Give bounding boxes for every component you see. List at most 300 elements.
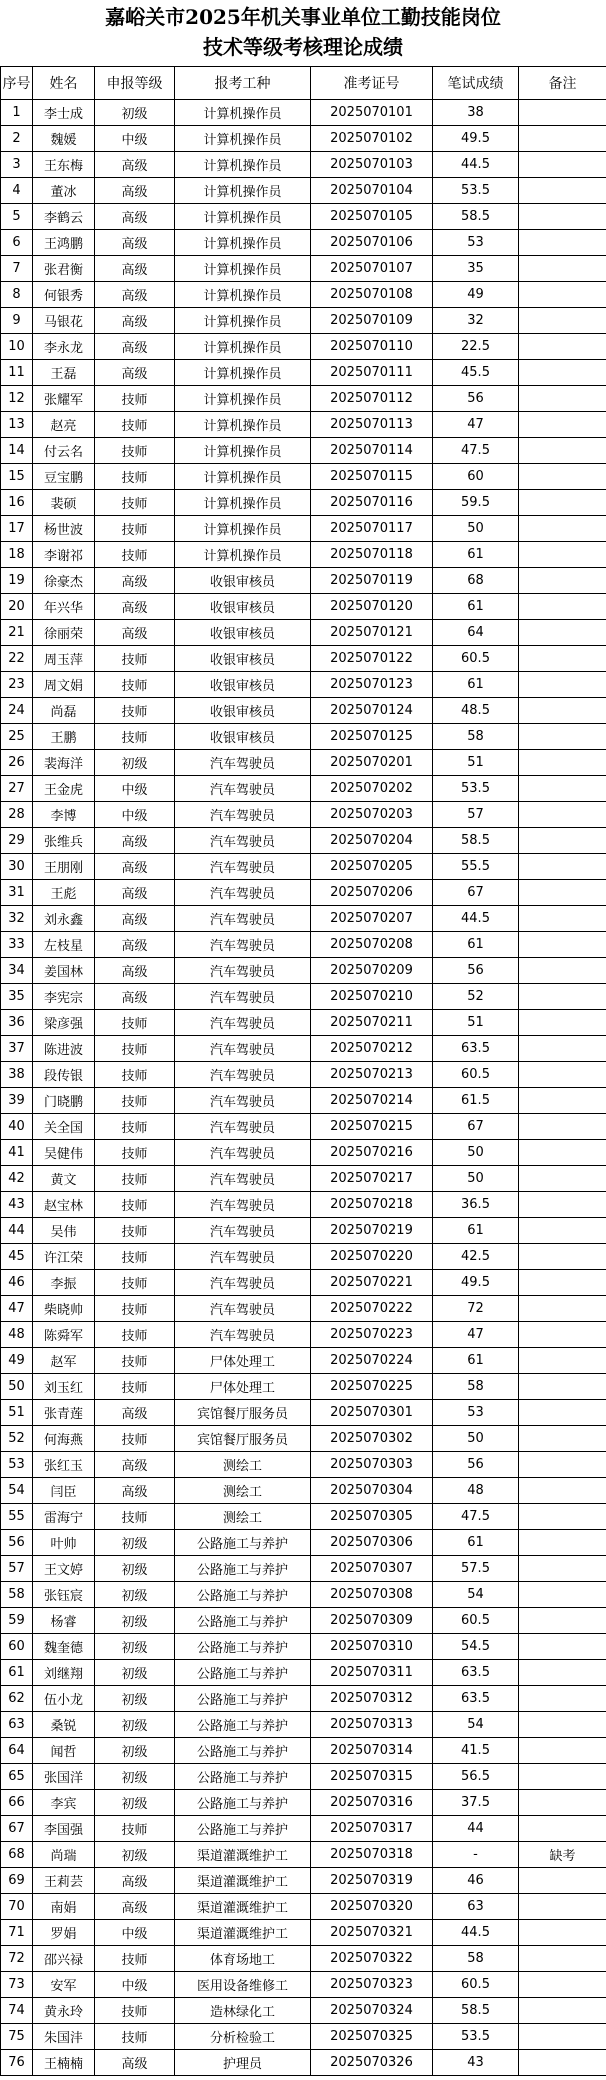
cell-level: 技师 — [95, 1946, 175, 1972]
cell-written-score: 58.5 — [433, 828, 519, 854]
title-line-1: 嘉峪关市2025年机关事业单位工勤技能岗位 — [105, 5, 501, 29]
cell-job-type: 计算机操作员 — [175, 490, 311, 516]
cell-remark — [519, 1374, 606, 1400]
cell-level: 技师 — [95, 1504, 175, 1530]
table-row — [1, 412, 606, 438]
cell-level: 初级 — [95, 1712, 175, 1738]
cell-written-score: 36.5 — [433, 1192, 519, 1218]
cell-seq: 68 — [1, 1842, 33, 1868]
cell-written-score: 55.5 — [433, 854, 519, 880]
cell-level: 技师 — [95, 1270, 175, 1296]
cell-written-score: 67 — [433, 880, 519, 906]
table-row — [1, 698, 606, 724]
cell-written-score: 46 — [433, 1868, 519, 1894]
cell-written-score: 61 — [433, 542, 519, 568]
cell-exam-id: 2025070206 — [311, 880, 433, 906]
cell-level: 技师 — [95, 1166, 175, 1192]
cell-seq: 73 — [1, 1972, 33, 1998]
table-row — [1, 984, 606, 1010]
cell-level: 初级 — [95, 1556, 175, 1582]
cell-remark — [519, 308, 606, 334]
cell-written-score: 48 — [433, 1478, 519, 1504]
cell-name: 豆宝鹏 — [33, 464, 95, 490]
cell-written-score: 59.5 — [433, 490, 519, 516]
cell-job-type: 汽车驾驶员 — [175, 854, 311, 880]
cell-level: 高级 — [95, 828, 175, 854]
cell-level: 高级 — [95, 568, 175, 594]
table-row — [1, 1868, 606, 1894]
table-row — [1, 308, 606, 334]
cell-level: 初级 — [95, 1790, 175, 1816]
cell-exam-id: 2025070309 — [311, 1608, 433, 1634]
cell-written-score: 53.5 — [433, 776, 519, 802]
table-row — [1, 854, 606, 880]
cell-level: 技师 — [95, 724, 175, 750]
cell-written-score: 38 — [433, 100, 519, 126]
table-row — [1, 438, 606, 464]
table-row — [1, 802, 606, 828]
cell-level: 高级 — [95, 620, 175, 646]
cell-seq: 22 — [1, 646, 33, 672]
cell-seq: 38 — [1, 1062, 33, 1088]
cell-job-type: 汽车驾驶员 — [175, 776, 311, 802]
cell-written-score: 57.5 — [433, 1556, 519, 1582]
cell-level: 初级 — [95, 1764, 175, 1790]
column-header-seq: 序号 — [1, 67, 33, 100]
table-row — [1, 932, 606, 958]
column-header-remark: 备注 — [519, 67, 606, 100]
cell-level: 高级 — [95, 256, 175, 282]
cell-seq: 52 — [1, 1426, 33, 1452]
cell-name: 张君衡 — [33, 256, 95, 282]
cell-seq: 33 — [1, 932, 33, 958]
cell-written-score: 47.5 — [433, 438, 519, 464]
cell-written-score: 61 — [433, 1348, 519, 1374]
cell-remark — [519, 1712, 606, 1738]
cell-exam-id: 2025070201 — [311, 750, 433, 776]
cell-remark — [519, 464, 606, 490]
cell-level: 初级 — [95, 1582, 175, 1608]
cell-written-score: 53.5 — [433, 178, 519, 204]
column-header-job-type: 报考工种 — [175, 67, 311, 100]
cell-level: 技师 — [95, 490, 175, 516]
cell-level: 中级 — [95, 776, 175, 802]
cell-level: 技师 — [95, 1088, 175, 1114]
cell-remark — [519, 984, 606, 1010]
cell-remark — [519, 1036, 606, 1062]
cell-level: 技师 — [95, 1244, 175, 1270]
cell-name: 梁彦强 — [33, 1010, 95, 1036]
cell-exam-id: 2025070107 — [311, 256, 433, 282]
cell-job-type: 收银审核员 — [175, 698, 311, 724]
cell-job-type: 收银审核员 — [175, 646, 311, 672]
cell-exam-id: 2025070119 — [311, 568, 433, 594]
table-row — [1, 230, 606, 256]
cell-exam-id: 2025070213 — [311, 1062, 433, 1088]
table-row — [1, 620, 606, 646]
cell-seq: 59 — [1, 1608, 33, 1634]
cell-name: 李国强 — [33, 1816, 95, 1842]
cell-seq: 42 — [1, 1166, 33, 1192]
cell-written-score: 72 — [433, 1296, 519, 1322]
table-row — [1, 1738, 606, 1764]
cell-exam-id: 2025070303 — [311, 1452, 433, 1478]
cell-seq: 11 — [1, 360, 33, 386]
cell-name: 王朋刚 — [33, 854, 95, 880]
cell-name: 刘永鑫 — [33, 906, 95, 932]
cell-name: 赵亮 — [33, 412, 95, 438]
cell-seq: 65 — [1, 1764, 33, 1790]
cell-job-type: 测绘工 — [175, 1478, 311, 1504]
cell-name: 张青莲 — [33, 1400, 95, 1426]
cell-level: 初级 — [95, 1634, 175, 1660]
cell-written-score: 53.5 — [433, 2024, 519, 2050]
table-row — [1, 1556, 606, 1582]
cell-seq: 4 — [1, 178, 33, 204]
cell-level: 高级 — [95, 932, 175, 958]
cell-remark — [519, 1686, 606, 1712]
cell-remark — [519, 1634, 606, 1660]
cell-written-score: 47 — [433, 1322, 519, 1348]
cell-job-type: 渠道灌溉维护工 — [175, 1868, 311, 1894]
cell-name: 朱国沣 — [33, 2024, 95, 2050]
cell-remark — [519, 1400, 606, 1426]
cell-job-type: 收银审核员 — [175, 672, 311, 698]
cell-exam-id: 2025070215 — [311, 1114, 433, 1140]
cell-exam-id: 2025070318 — [311, 1842, 433, 1868]
cell-exam-id: 2025070124 — [311, 698, 433, 724]
cell-name: 裴海洋 — [33, 750, 95, 776]
cell-written-score: 58.5 — [433, 1998, 519, 2024]
cell-written-score: 56 — [433, 386, 519, 412]
cell-name: 安军 — [33, 1972, 95, 1998]
cell-exam-id: 2025070223 — [311, 1322, 433, 1348]
table-row — [1, 464, 606, 490]
table-row — [1, 646, 606, 672]
cell-job-type: 收银审核员 — [175, 568, 311, 594]
table-row — [1, 1582, 606, 1608]
cell-written-score: 56 — [433, 958, 519, 984]
table-row — [1, 1036, 606, 1062]
cell-job-type: 计算机操作员 — [175, 152, 311, 178]
cell-remark — [519, 230, 606, 256]
cell-job-type: 医用设备维修工 — [175, 1972, 311, 1998]
cell-job-type: 汽车驾驶员 — [175, 1270, 311, 1296]
cell-name: 王鸿鹏 — [33, 230, 95, 256]
cell-level: 高级 — [95, 1452, 175, 1478]
cell-job-type: 汽车驾驶员 — [175, 880, 311, 906]
cell-job-type: 公路施工与养护 — [175, 1738, 311, 1764]
cell-exam-id: 2025070214 — [311, 1088, 433, 1114]
cell-remark — [519, 1244, 606, 1270]
table-body — [1, 100, 606, 2076]
cell-remark — [519, 1920, 606, 1946]
table-row — [1, 1192, 606, 1218]
cell-level: 高级 — [95, 360, 175, 386]
cell-level: 中级 — [95, 1972, 175, 1998]
cell-remark — [519, 1894, 606, 1920]
cell-exam-id: 2025070310 — [311, 1634, 433, 1660]
cell-remark — [519, 100, 606, 126]
cell-level: 技师 — [95, 672, 175, 698]
cell-seq: 28 — [1, 802, 33, 828]
cell-written-score: 61.5 — [433, 1088, 519, 1114]
cell-level: 高级 — [95, 334, 175, 360]
cell-job-type: 计算机操作员 — [175, 256, 311, 282]
cell-name: 李博 — [33, 802, 95, 828]
cell-level: 初级 — [95, 1738, 175, 1764]
cell-job-type: 公路施工与养护 — [175, 1634, 311, 1660]
cell-job-type: 尸体处理工 — [175, 1348, 311, 1374]
cell-job-type: 计算机操作员 — [175, 126, 311, 152]
cell-job-type: 汽车驾驶员 — [175, 932, 311, 958]
cell-name: 柴晓帅 — [33, 1296, 95, 1322]
cell-name: 王彪 — [33, 880, 95, 906]
cell-name: 杨睿 — [33, 1608, 95, 1634]
cell-job-type: 造林绿化工 — [175, 1998, 311, 2024]
cell-exam-id: 2025070323 — [311, 1972, 433, 1998]
cell-job-type: 收银审核员 — [175, 620, 311, 646]
cell-seq: 56 — [1, 1530, 33, 1556]
cell-remark — [519, 1530, 606, 1556]
table-row — [1, 1244, 606, 1270]
cell-job-type: 计算机操作员 — [175, 100, 311, 126]
cell-seq: 15 — [1, 464, 33, 490]
cell-written-score: 53 — [433, 1400, 519, 1426]
table-row — [1, 1946, 606, 1972]
cell-job-type: 计算机操作员 — [175, 386, 311, 412]
cell-name: 李士成 — [33, 100, 95, 126]
cell-seq: 1 — [1, 100, 33, 126]
cell-name: 陈舜军 — [33, 1322, 95, 1348]
cell-written-score: 60.5 — [433, 1608, 519, 1634]
cell-written-score: 57 — [433, 802, 519, 828]
table-row — [1, 1374, 606, 1400]
cell-written-score: 50 — [433, 1426, 519, 1452]
cell-exam-id: 2025070113 — [311, 412, 433, 438]
table-row — [1, 386, 606, 412]
cell-job-type: 汽车驾驶员 — [175, 828, 311, 854]
cell-seq: 53 — [1, 1452, 33, 1478]
cell-name: 张维兵 — [33, 828, 95, 854]
cell-name: 尚瑞 — [33, 1842, 95, 1868]
cell-job-type: 公路施工与养护 — [175, 1660, 311, 1686]
cell-level: 技师 — [95, 1374, 175, 1400]
cell-job-type: 计算机操作员 — [175, 412, 311, 438]
cell-remark — [519, 126, 606, 152]
cell-exam-id: 2025070305 — [311, 1504, 433, 1530]
column-header-name: 姓名 — [33, 67, 95, 100]
table-row — [1, 1010, 606, 1036]
cell-remark — [519, 906, 606, 932]
cell-level: 高级 — [95, 1478, 175, 1504]
cell-name: 王楠楠 — [33, 2050, 95, 2076]
cell-remark — [519, 1504, 606, 1530]
cell-exam-id: 2025070115 — [311, 464, 433, 490]
cell-job-type: 计算机操作员 — [175, 542, 311, 568]
cell-written-score: 58 — [433, 724, 519, 750]
cell-seq: 76 — [1, 2050, 33, 2076]
cell-seq: 20 — [1, 594, 33, 620]
cell-remark — [519, 334, 606, 360]
cell-name: 黄文 — [33, 1166, 95, 1192]
cell-written-score: 61 — [433, 1530, 519, 1556]
cell-remark — [519, 1946, 606, 1972]
cell-seq: 40 — [1, 1114, 33, 1140]
cell-level: 技师 — [95, 1998, 175, 2024]
cell-name: 姜国林 — [33, 958, 95, 984]
cell-name: 付云名 — [33, 438, 95, 464]
cell-remark — [519, 1114, 606, 1140]
cell-name: 李谢祁 — [33, 542, 95, 568]
cell-exam-id: 2025070207 — [311, 906, 433, 932]
cell-seq: 31 — [1, 880, 33, 906]
cell-written-score: 53 — [433, 230, 519, 256]
cell-seq: 35 — [1, 984, 33, 1010]
cell-written-score: 63 — [433, 1894, 519, 1920]
cell-exam-id: 2025070224 — [311, 1348, 433, 1374]
cell-job-type: 渠道灌溉维护工 — [175, 1894, 311, 1920]
cell-exam-id: 2025070219 — [311, 1218, 433, 1244]
cell-name: 尚磊 — [33, 698, 95, 724]
cell-exam-id: 2025070123 — [311, 672, 433, 698]
cell-remark — [519, 698, 606, 724]
cell-seq: 10 — [1, 334, 33, 360]
cell-seq: 62 — [1, 1686, 33, 1712]
cell-job-type: 测绘工 — [175, 1504, 311, 1530]
cell-remark — [519, 152, 606, 178]
cell-seq: 45 — [1, 1244, 33, 1270]
cell-written-score: 61 — [433, 672, 519, 698]
cell-seq: 6 — [1, 230, 33, 256]
cell-level: 技师 — [95, 2024, 175, 2050]
cell-seq: 14 — [1, 438, 33, 464]
cell-exam-id: 2025070122 — [311, 646, 433, 672]
table-row — [1, 542, 606, 568]
table-row — [1, 2024, 606, 2050]
cell-remark — [519, 880, 606, 906]
cell-job-type: 汽车驾驶员 — [175, 958, 311, 984]
cell-written-score: 54.5 — [433, 1634, 519, 1660]
cell-written-score: 44.5 — [433, 1920, 519, 1946]
cell-remark — [519, 1816, 606, 1842]
table-row — [1, 672, 606, 698]
cell-exam-id: 2025070106 — [311, 230, 433, 256]
table-row — [1, 1218, 606, 1244]
cell-remark — [519, 646, 606, 672]
cell-exam-id: 2025070222 — [311, 1296, 433, 1322]
cell-seq: 2 — [1, 126, 33, 152]
cell-job-type: 公路施工与养护 — [175, 1582, 311, 1608]
table-row — [1, 1400, 606, 1426]
cell-level: 技师 — [95, 542, 175, 568]
table-row — [1, 1712, 606, 1738]
cell-name: 许江荣 — [33, 1244, 95, 1270]
cell-exam-id: 2025070125 — [311, 724, 433, 750]
cell-exam-id: 2025070117 — [311, 516, 433, 542]
cell-job-type: 汽车驾驶员 — [175, 1192, 311, 1218]
cell-remark — [519, 672, 606, 698]
cell-name: 何海燕 — [33, 1426, 95, 1452]
cell-exam-id: 2025070109 — [311, 308, 433, 334]
cell-job-type: 测绘工 — [175, 1452, 311, 1478]
cell-name: 魏媛 — [33, 126, 95, 152]
cell-remark — [519, 1140, 606, 1166]
cell-written-score: 58 — [433, 1374, 519, 1400]
cell-seq: 3 — [1, 152, 33, 178]
cell-seq: 49 — [1, 1348, 33, 1374]
cell-job-type: 汽车驾驶员 — [175, 1218, 311, 1244]
cell-exam-id: 2025070121 — [311, 620, 433, 646]
cell-level: 高级 — [95, 204, 175, 230]
cell-remark — [519, 1972, 606, 1998]
cell-level: 高级 — [95, 854, 175, 880]
cell-remark — [519, 1088, 606, 1114]
cell-seq: 37 — [1, 1036, 33, 1062]
table-row — [1, 1686, 606, 1712]
cell-level: 高级 — [95, 178, 175, 204]
cell-level: 技师 — [95, 1140, 175, 1166]
table-row — [1, 1296, 606, 1322]
column-header-level: 申报等级 — [95, 67, 175, 100]
table-row — [1, 282, 606, 308]
cell-name: 赵军 — [33, 1348, 95, 1374]
cell-remark — [519, 1296, 606, 1322]
cell-exam-id: 2025070209 — [311, 958, 433, 984]
cell-remark — [519, 516, 606, 542]
cell-job-type: 公路施工与养护 — [175, 1530, 311, 1556]
cell-name: 年兴华 — [33, 594, 95, 620]
cell-seq: 36 — [1, 1010, 33, 1036]
cell-job-type: 计算机操作员 — [175, 178, 311, 204]
cell-job-type: 计算机操作员 — [175, 516, 311, 542]
cell-written-score: 63.5 — [433, 1036, 519, 1062]
cell-seq: 54 — [1, 1478, 33, 1504]
cell-written-score: 63.5 — [433, 1686, 519, 1712]
cell-job-type: 计算机操作员 — [175, 308, 311, 334]
cell-seq: 39 — [1, 1088, 33, 1114]
cell-exam-id: 2025070103 — [311, 152, 433, 178]
cell-name: 叶帅 — [33, 1530, 95, 1556]
table-row — [1, 1530, 606, 1556]
cell-written-score: 54 — [433, 1582, 519, 1608]
cell-written-score: 50 — [433, 1166, 519, 1192]
cell-name: 董冰 — [33, 178, 95, 204]
cell-name: 李永龙 — [33, 334, 95, 360]
cell-exam-id: 2025070313 — [311, 1712, 433, 1738]
cell-written-score: 67 — [433, 1114, 519, 1140]
cell-level: 高级 — [95, 594, 175, 620]
cell-seq: 12 — [1, 386, 33, 412]
cell-level: 技师 — [95, 1010, 175, 1036]
cell-name: 杨世波 — [33, 516, 95, 542]
table-row — [1, 1322, 606, 1348]
cell-exam-id: 2025070221 — [311, 1270, 433, 1296]
cell-exam-id: 2025070120 — [311, 594, 433, 620]
cell-level: 高级 — [95, 2050, 175, 2076]
cell-name: 桑锐 — [33, 1712, 95, 1738]
cell-remark — [519, 932, 606, 958]
cell-seq: 66 — [1, 1790, 33, 1816]
cell-name: 王莉芸 — [33, 1868, 95, 1894]
cell-exam-id: 2025070203 — [311, 802, 433, 828]
cell-level: 中级 — [95, 126, 175, 152]
cell-remark — [519, 620, 606, 646]
table-row — [1, 1764, 606, 1790]
cell-name: 关全国 — [33, 1114, 95, 1140]
cell-written-score: 60 — [433, 464, 519, 490]
cell-exam-id: 2025070322 — [311, 1946, 433, 1972]
